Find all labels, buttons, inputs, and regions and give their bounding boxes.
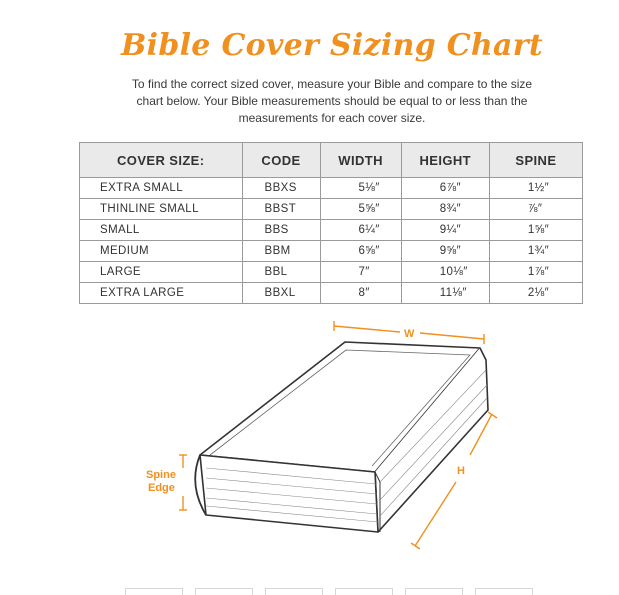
cell-spine: 1¾″ xyxy=(489,241,582,262)
cell-code: BBL xyxy=(242,262,320,283)
cell-spine: 2⅛″ xyxy=(489,283,582,304)
cell-height: 9⅝″ xyxy=(401,241,489,262)
book-illustration xyxy=(195,342,488,532)
thumbnail-strip xyxy=(125,588,545,595)
table-row xyxy=(80,178,583,199)
cell-cover-size: LARGE xyxy=(80,262,243,283)
cell-cover-size: EXTRA LARGE xyxy=(80,283,243,304)
cell-width: 5⅝″ xyxy=(320,199,401,220)
cell-width: 5⅛″ xyxy=(320,178,401,199)
cell-width: 7″ xyxy=(320,262,401,283)
table-row xyxy=(80,220,583,241)
cell-height: 9¼″ xyxy=(401,220,489,241)
table-row xyxy=(80,241,583,262)
header-spine: SPINE xyxy=(489,143,582,178)
table-header-row xyxy=(80,143,583,178)
cell-height: 8¾″ xyxy=(401,199,489,220)
header-code: CODE xyxy=(242,143,320,178)
cell-spine: 1⅞″ xyxy=(489,262,582,283)
table-row xyxy=(80,262,583,283)
intro-text: To find the correct sized cover, measure your Bible and compare to the size chart below. Your Bible measurements should be equal to or less than the measurements for each cover size. xyxy=(131,77,533,125)
spine-label-line1: Spine xyxy=(146,469,176,481)
book-diagram xyxy=(0,310,619,560)
cell-code: BBXS xyxy=(242,178,320,199)
cell-cover-size: THINLINE SMALL xyxy=(80,199,243,220)
thumbnail[interactable] xyxy=(475,588,533,595)
header-height: HEIGHT xyxy=(401,143,489,178)
height-label: H xyxy=(457,465,465,477)
table-row xyxy=(80,283,583,304)
cell-width: 8″ xyxy=(320,283,401,304)
size-chart-table xyxy=(79,142,583,304)
cell-code: BBXL xyxy=(242,283,320,304)
header-cover-size: COVER SIZE: xyxy=(80,143,243,178)
cell-code: BBM xyxy=(242,241,320,262)
thumbnail[interactable] xyxy=(125,588,183,595)
thumbnail[interactable] xyxy=(265,588,323,595)
cell-height: 6⅞″ xyxy=(401,178,489,199)
cell-width: 6¼″ xyxy=(320,220,401,241)
page-title: Bible Cover Sizing Chart xyxy=(120,28,544,63)
cell-cover-size: EXTRA SMALL xyxy=(80,178,243,199)
cell-cover-size: SMALL xyxy=(80,220,243,241)
table-row xyxy=(80,199,583,220)
thumbnail[interactable] xyxy=(405,588,463,595)
cell-spine: ⅞″ xyxy=(489,199,582,220)
cell-spine: 1⅝″ xyxy=(489,220,582,241)
cell-code: BBS xyxy=(242,220,320,241)
cell-code: BBST xyxy=(242,199,320,220)
header-width: WIDTH xyxy=(320,143,401,178)
thumbnail[interactable] xyxy=(195,588,253,595)
cell-spine: 1½″ xyxy=(489,178,582,199)
cell-height: 11⅛″ xyxy=(401,283,489,304)
spine-dimension xyxy=(179,455,187,510)
thumbnail[interactable] xyxy=(335,588,393,595)
spine-label-line2: Edge xyxy=(148,482,175,494)
cell-height: 10⅛″ xyxy=(401,262,489,283)
cell-cover-size: MEDIUM xyxy=(80,241,243,262)
cell-width: 6⅝″ xyxy=(320,241,401,262)
width-label: W xyxy=(404,328,415,340)
